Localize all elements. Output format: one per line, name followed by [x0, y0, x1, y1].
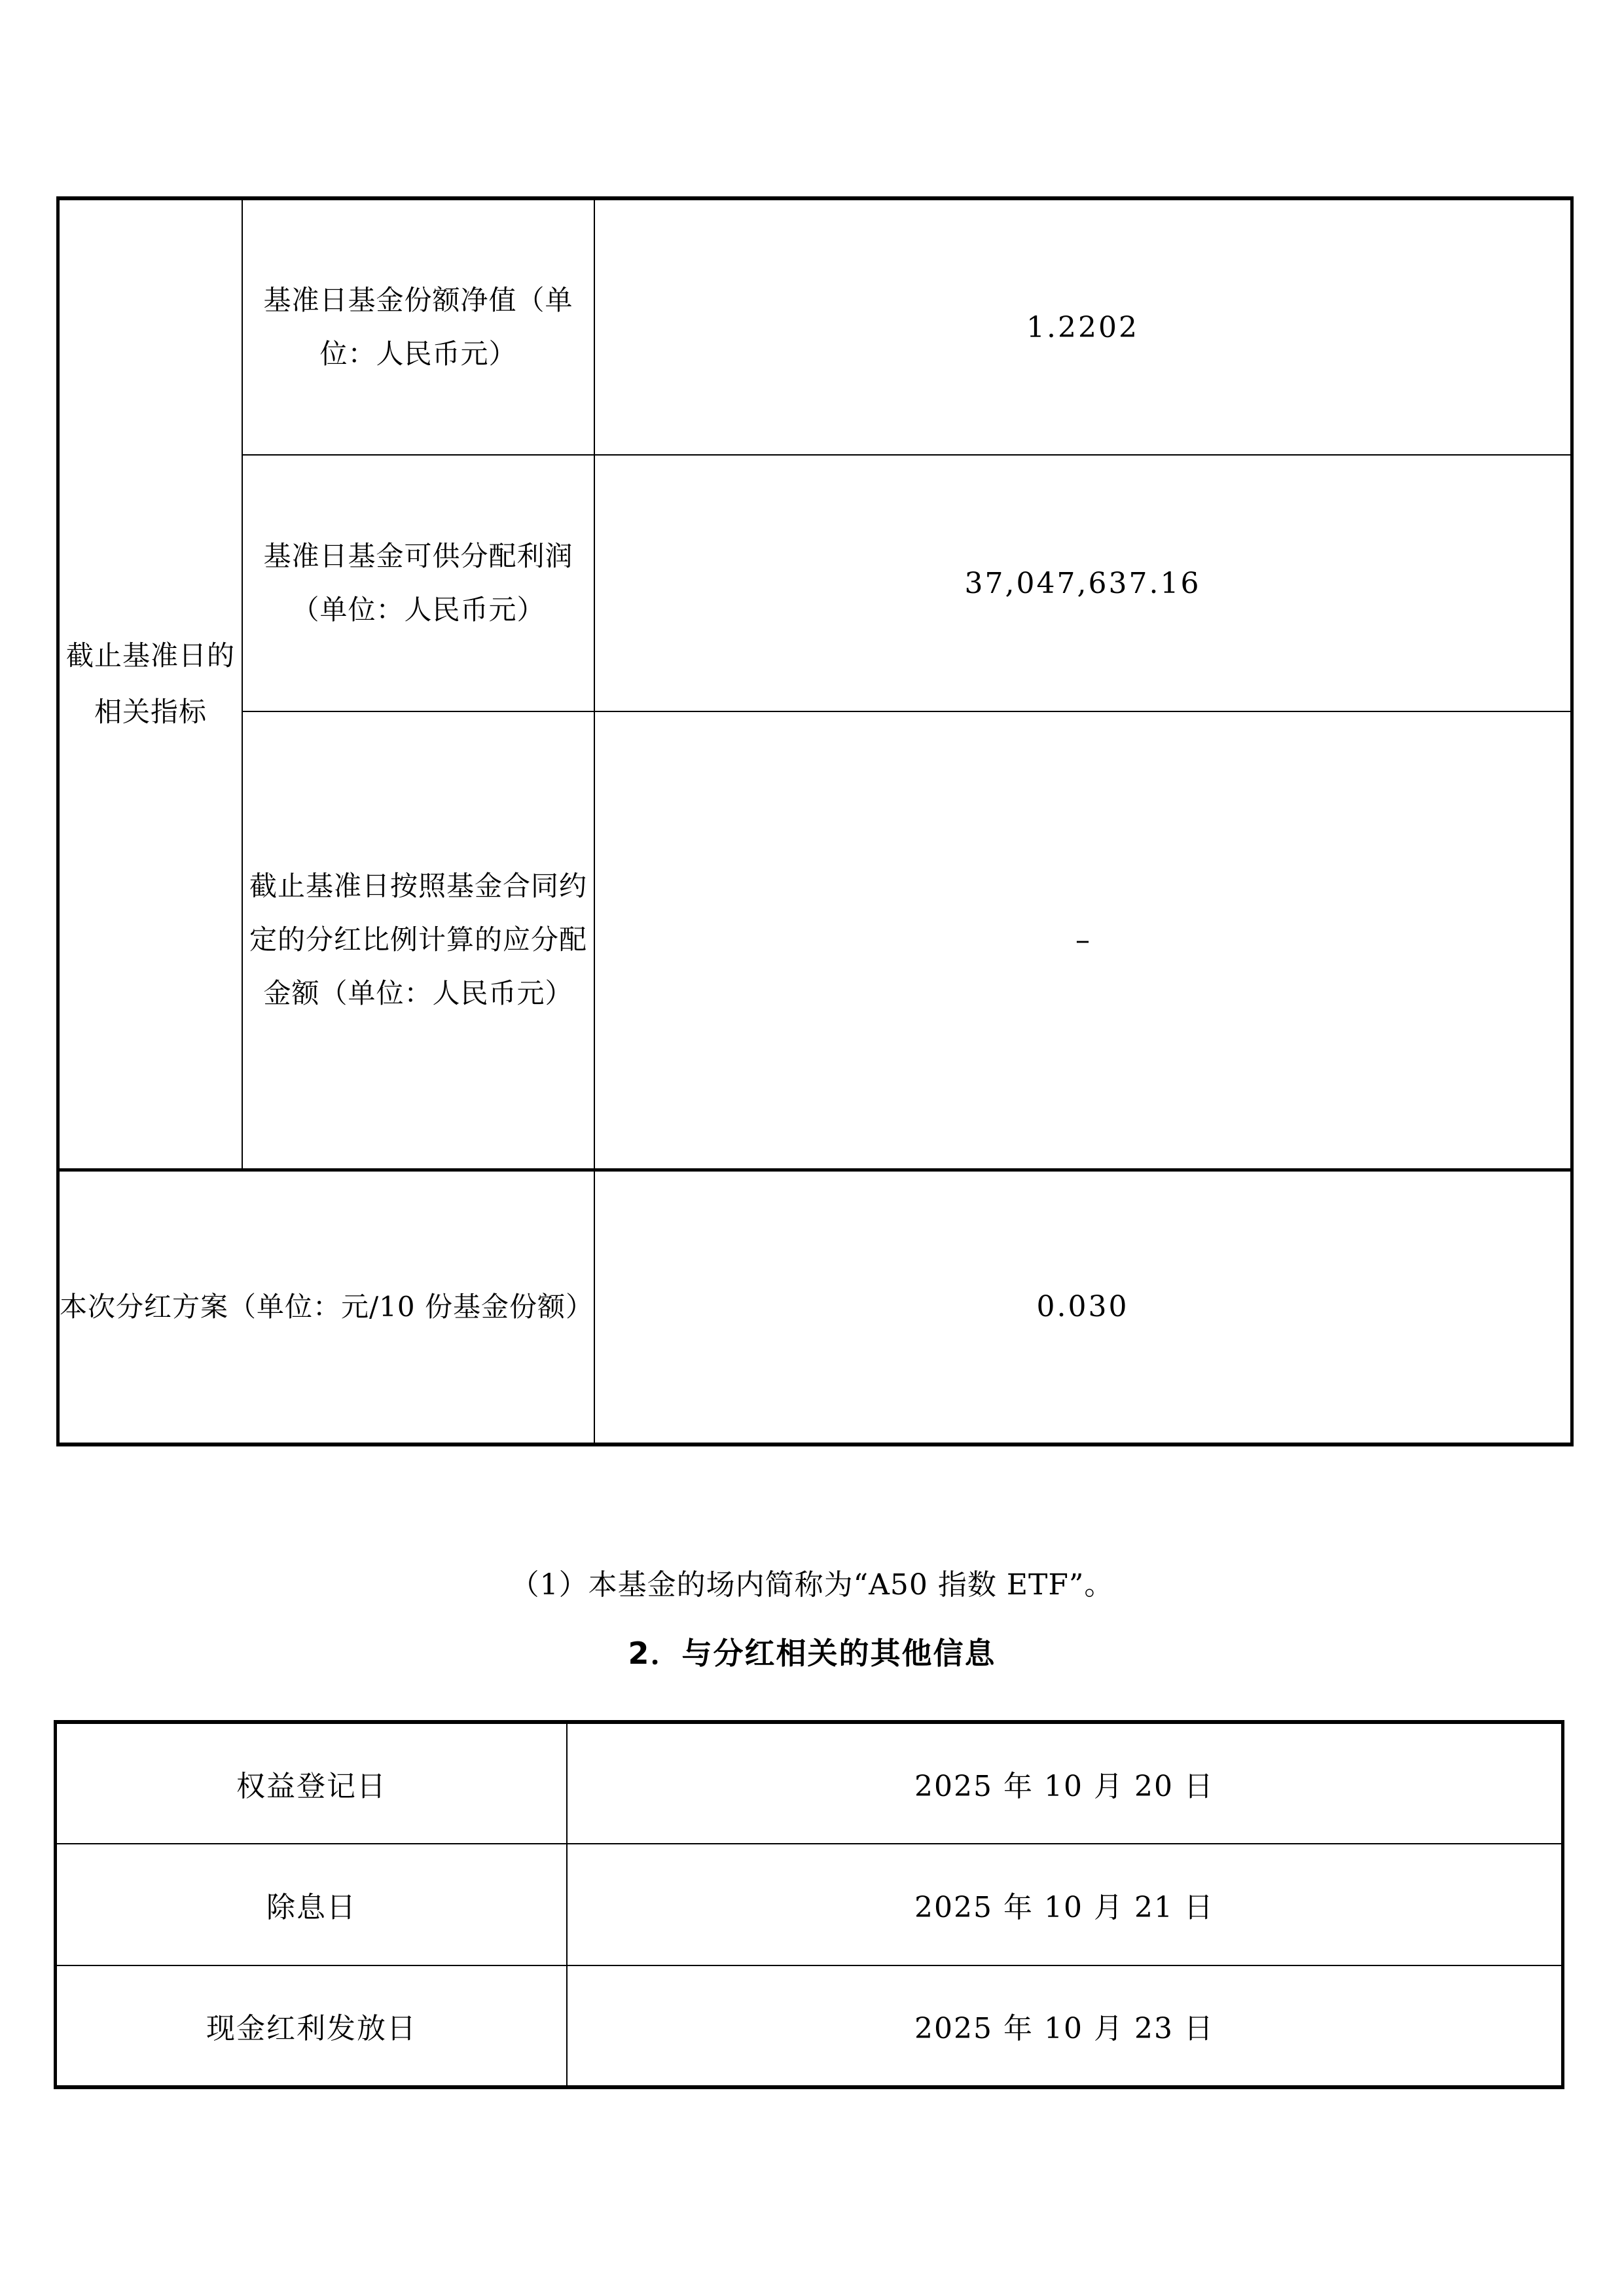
table-row	[58, 1170, 1572, 1444]
table-row	[58, 711, 1572, 1170]
table-row	[56, 1722, 1563, 1844]
indicator-value-contract-amount: –	[594, 711, 1572, 1170]
indicators-table	[56, 196, 1574, 1446]
indicator-value-nav: 1.2202	[594, 198, 1572, 455]
indicator-label-distributable-profit: 基准日基金可供分配利润（单位：人民币元）	[242, 455, 594, 711]
fund-abbreviation-note: （1）本基金的场内简称为“A50 指数 ETF”。	[510, 1568, 1114, 1602]
section-heading-other-info: 2．与分红相关的其他信息	[628, 1636, 996, 1671]
table-row	[56, 1965, 1563, 2087]
date-key-payment-date: 现金红利发放日	[56, 1965, 568, 2087]
indicator-label-nav: 基准日基金份额净值（单位：人民币元）	[242, 198, 594, 455]
table-row	[56, 1844, 1563, 1965]
date-key-record-date: 权益登记日	[56, 1722, 568, 1844]
date-value-ex-dividend-date: 2025 年 10 月 21 日	[567, 1844, 1563, 1965]
indicator-label-contract-amount: 截止基准日按照基金合同约定的分红比例计算的应分配金额（单位：人民币元）	[242, 711, 594, 1170]
indicators-group-label: 截止基准日的相关指标	[58, 198, 243, 1170]
table-row	[58, 455, 1572, 711]
date-key-ex-dividend-date: 除息日	[56, 1844, 568, 1965]
dividend-plan-label: 本次分红方案（单位：元/10 份基金份额）	[58, 1170, 595, 1444]
date-value-record-date: 2025 年 10 月 20 日	[567, 1722, 1563, 1844]
table-row	[58, 198, 1572, 455]
dividend-dates-table	[54, 1720, 1564, 2089]
dividend-plan-value: 0.030	[594, 1170, 1572, 1444]
date-value-payment-date: 2025 年 10 月 23 日	[567, 1965, 1563, 2087]
indicator-value-distributable-profit: 37,047,637.16	[594, 455, 1572, 711]
